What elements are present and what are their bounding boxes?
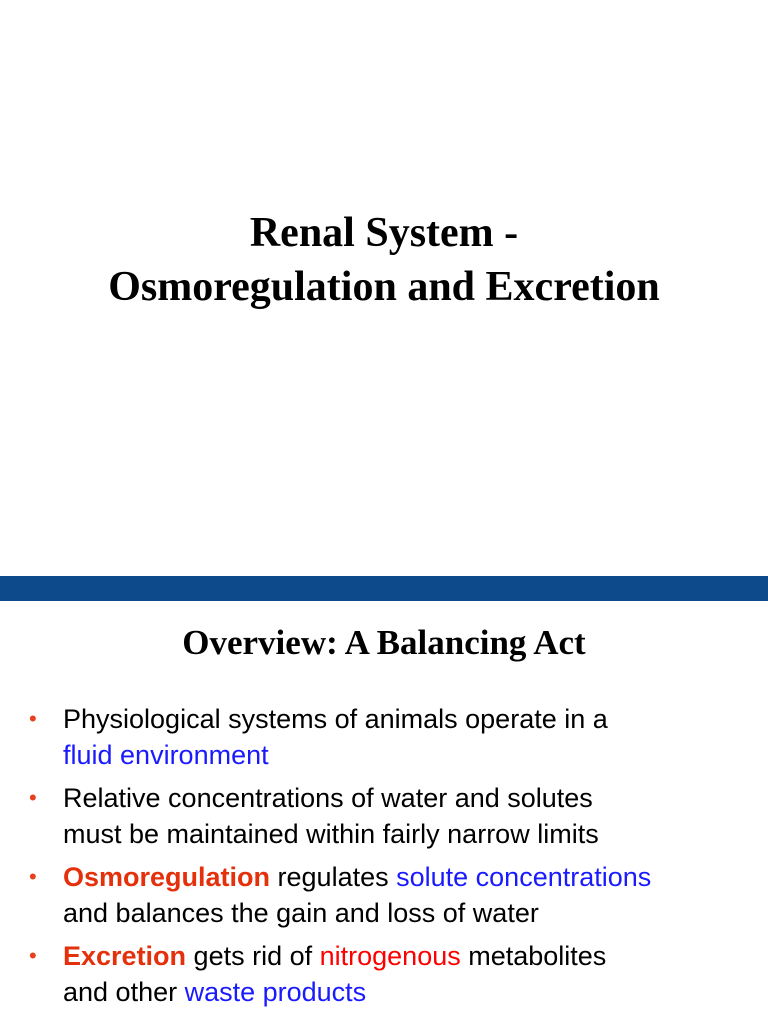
bullet-4-line-2 [63, 974, 748, 1010]
slide-title-line-1: Renal System - [249, 210, 519, 256]
bullet-4-line-2-pre: and other [63, 977, 185, 1007]
bullet-list [0, 701, 768, 1017]
bullet-dot-icon: • [29, 864, 37, 889]
bullet-2-line-1: Relative concentrations of water and solutes [63, 783, 593, 813]
bullet-2-line-2: must be maintained within fairly narrow limits [63, 819, 599, 849]
bullet-item-1 [0, 701, 768, 773]
highlight-solute-concentrations: solute concentrations [396, 862, 652, 892]
term-osmoregulation: Osmoregulation [63, 862, 271, 892]
bullet-4-mid-text: gets rid of [186, 941, 320, 971]
bullet-1-line-2: fluid environment [63, 740, 269, 770]
highlight-nitrogenous: nitrogenous [319, 941, 461, 971]
bullet-4-line-1 [63, 938, 748, 974]
slide-divider-bar [0, 576, 768, 601]
overview-slide [0, 601, 768, 1024]
bullet-item-2 [0, 780, 768, 852]
bullet-dot-icon: • [29, 785, 37, 810]
bullet-1-line-1: Physiological systems of animals operate in a [63, 704, 608, 734]
term-excretion: Excretion [63, 941, 187, 971]
bullet-dot-icon: • [29, 943, 37, 968]
highlight-waste-products: waste products [184, 977, 367, 1007]
bullet-4-tail-text: metabolites [460, 941, 607, 971]
slide-title-line-2: Osmoregulation and Excretion [108, 264, 660, 310]
slide-title [0, 206, 768, 314]
bullet-3-mid-text: regulates [270, 862, 397, 892]
bullet-item-4 [0, 938, 768, 1010]
bullet-3-line-1 [63, 859, 748, 895]
bullet-dot-icon: • [29, 706, 37, 731]
bullet-item-3 [0, 859, 768, 931]
bullet-3-line-2: and balances the gain and loss of water [63, 898, 539, 928]
overview-title: Overview: A Balancing Act [182, 623, 586, 662]
